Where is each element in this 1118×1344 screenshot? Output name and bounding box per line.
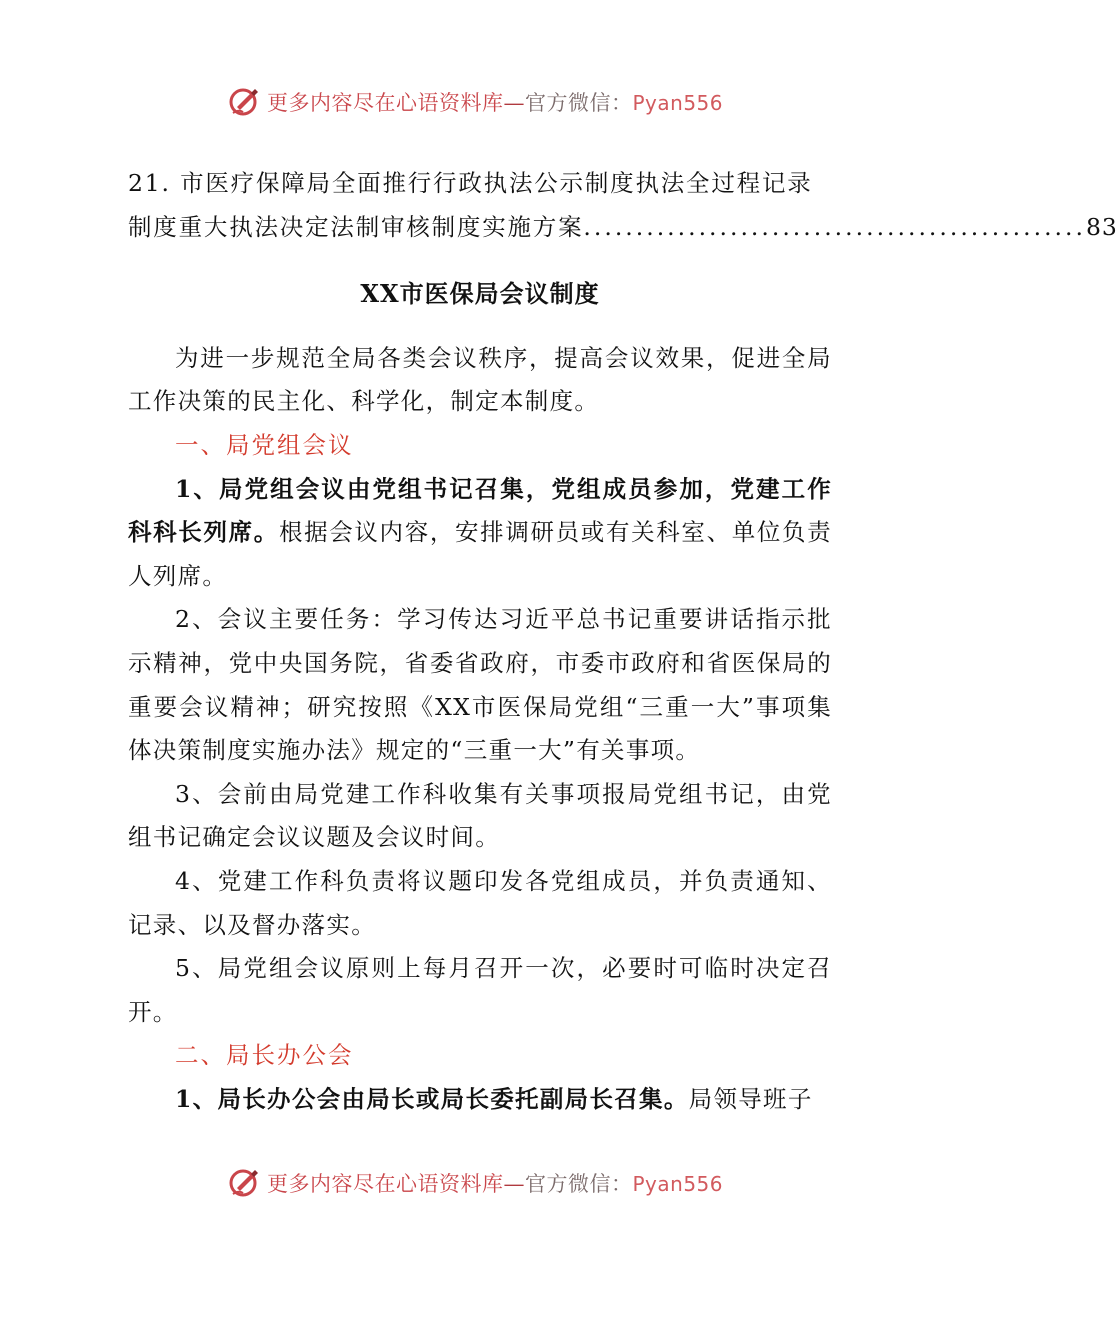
toc-line-2 — [128, 206, 1118, 250]
section-heading-2: 二、局长办公会 — [175, 1041, 354, 1070]
section1-item1 — [128, 468, 832, 599]
intro-paragraph: 为进一步规范全局各类会议秩序，提高会议效果，促进全局工作决策的民主化、科学化，制定本制度。 — [128, 343, 832, 416]
watermark-banner-bottom — [0, 1163, 950, 1203]
section2-item1-bold: 1、局长办公会由局长或局长委托副局长召集。 — [175, 1084, 689, 1113]
section1-item1-bold: 1、局党组会议由党组书记召集，党组成员参加，党建工作科科长列席。 — [128, 474, 832, 547]
watermark-text: 更多内容尽在心语资料库—官方微信：Pyan556 — [266, 1172, 723, 1196]
section1-item4: 4、党建工作科负责将议题印发各党组成员，并负责通知、记录、以及督办落实。 — [128, 866, 832, 939]
toc-line-1 — [128, 162, 832, 206]
section-heading-1: 一、局党组会议 — [175, 430, 354, 459]
toc-entry — [128, 162, 1118, 249]
toc-page-number: 83 — [1085, 212, 1118, 241]
watermark-banner-top — [0, 82, 950, 122]
section2-item1-rest: 局领导班子 — [688, 1084, 813, 1113]
document-title: XX市医保局会议制度 — [360, 279, 600, 309]
section1-item5: 5、局党组会议原则上每月召开一次，必要时可临时决定召开。 — [128, 954, 832, 1026]
pen-logo-icon — [227, 85, 261, 119]
section2-item1 — [128, 1078, 832, 1122]
section1-item1-rest: 根据会议内容，安排调研员或有关科室、单位负责人列席。 — [128, 518, 832, 590]
toc-item-number: 21. — [128, 169, 171, 197]
toc-leader-dots: ................................................ — [583, 212, 1086, 241]
toc-item-title-line1: 市医疗保障局全面推行行政执法公示制度执法全过程记录 — [180, 169, 813, 197]
section1-item2: 2、会议主要任务：学习传达习近平总书记重要讲话指示批示精神，党中央国务院，省委省政府，市委市政府和省医保局的重要会议精神；研究按照《XX市医保局党组“三重一大”事项集体决策制度实施办法》规定的“三重一大”有关事项。 — [128, 605, 832, 765]
pen-logo-icon — [227, 1166, 261, 1200]
toc-item-title-line2: 制度重大执法决定法制审核制度实施方案 — [128, 212, 584, 241]
document-body — [128, 162, 1118, 1121]
section1-item3: 3、会前由局党建工作科收集有关事项报局党组书记，由党组书记确定会议议题及会议时间。 — [128, 779, 832, 852]
watermark-text: 更多内容尽在心语资料库—官方微信：Pyan556 — [266, 91, 723, 115]
